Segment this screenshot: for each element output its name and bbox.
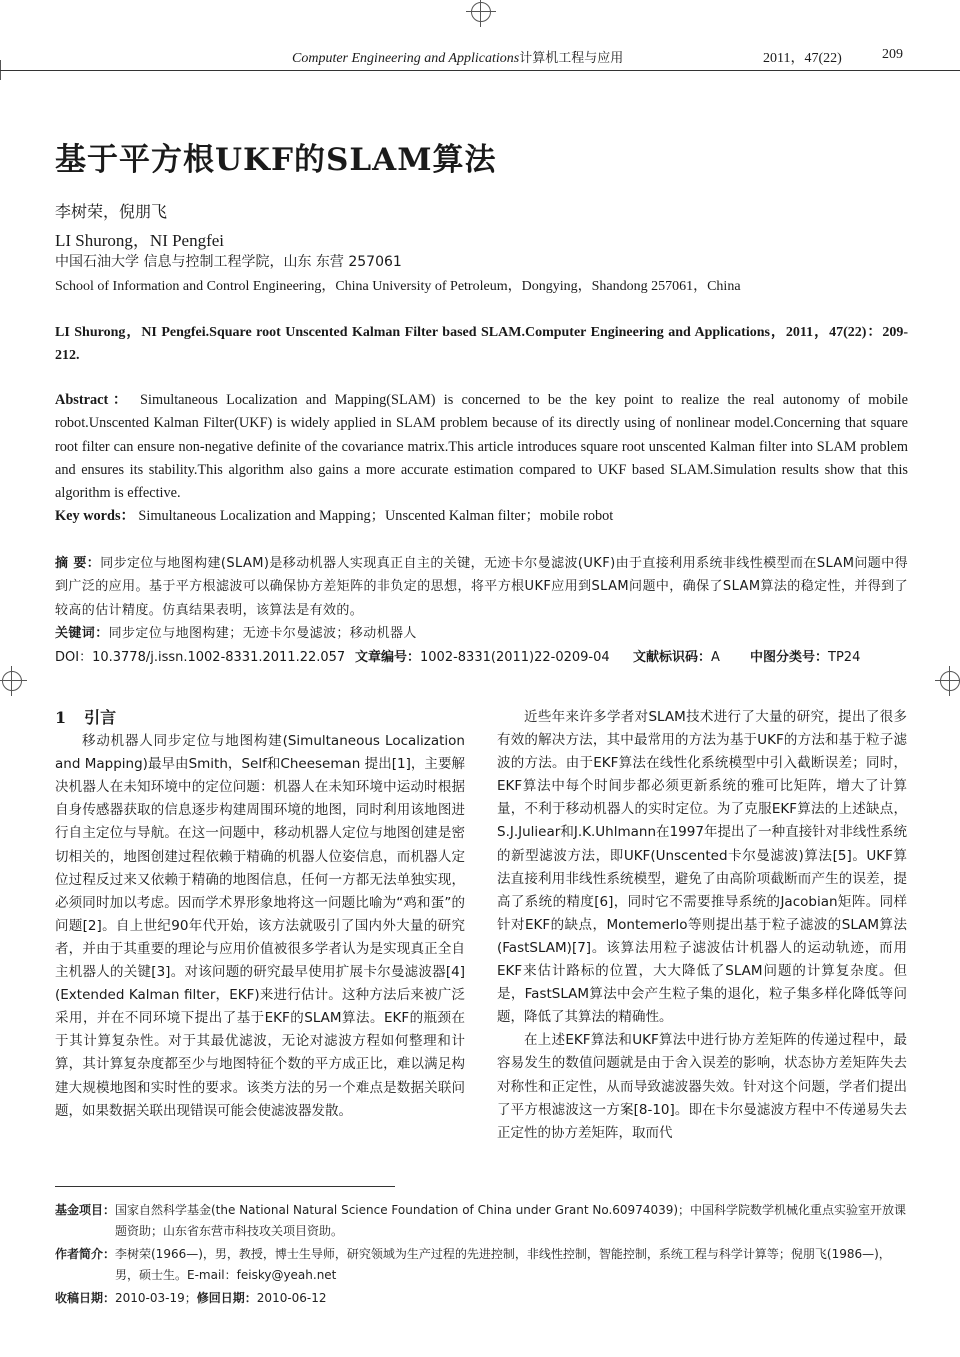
abstract-cn-text: 同步定位与地图构建(SLAM)是移动机器人实现真正自主的关键，无迹卡尔曼滤波(UKF)由于直接利用系统非线性模型而在SLAM问题中得到广泛的应用。基于平方根滤波可以确保协方差矩阵的非负定的思想，将平方根UKF应用到SLAM问题中，确保了SLAM算法的稳定性，并得到了较高的估计精度。仿真结果表明，该算法是有效的。 (55, 556, 908, 618)
body-paragraph: 移动机器人同步定位与地图构建(Simultaneous Localization and Mapping)最早由Smith，Self和Cheeseman 提出[1]，主要解决机器人在未知环境中的定位问题：机器人在未知环境中运动时根据自身传感器获取的信息逐步构建周围环境的地图，同时利用该地图进行自主定位与导航。在这一问题中，移动机器人定位与地图创建是密切相关的，地图创建过程依赖于精确的机器人位姿信息，而机器人定位过程反过来又依赖于精确的地图信息，任何一方都无法单独实现，必须同时加以考虑。因而学术界形象地将这一问题比喻为“鸡和蛋”的问题[2]。自上世纪90年代开始，该方法就吸引了国内外大量的研究者，并由于其重要的理论与应用价值被很多学者认为是实现真正全自主机器人的关键[3]。对该问题的研究最早使用扩展卡尔曼滤波器[4](Extended Kalman filter，EKF)来进行估计。这种方法后来被广泛采用，并在不同环境下提出了基于EKF的SLAM算法。EKF的瓶颈在于其计算复杂性。对于其最优滤波，无论对滤波方程如何整理和计算，其计算复杂度都至少与地图特征个数的平方成正比，难以满足构建大规模地图和实时性的要求。该类方法的另一个难点是数据关联问题，如果数据关联出现错误可能会使滤波器发散。 (55, 733, 465, 1119)
abstract-en-body (55, 389, 908, 505)
footnote-author: 作者简介： 李树荣(1966—)，男，教授，博士生导师，研究领域为生产过程的先进控制，非线性控制，智能控制，系统工程与科学计算等；倪朋飞(1986—)，男，硕士生。E-mail：feisky@yeah.net (55, 1247, 891, 1282)
abstract-cn-label: 摘 要： (55, 556, 101, 571)
classification-number: 中图分类号：TP24 (750, 650, 861, 665)
abstract-cn (55, 552, 908, 645)
citation: LI Shurong，NI Pengfei.Square root Unscented Kalman Filter based SLAM.Computer Engineering and Applications，2011，47(22)：209-212. (55, 325, 908, 363)
affiliation-en: School of Information and Control Engineering，China University of Petroleum，Dongying，Shandong 257061，China (55, 279, 741, 294)
keywords-cn-label: 关键词： (55, 625, 109, 641)
registration-mark (2, 671, 22, 691)
body-column-right (497, 706, 907, 1145)
keywords-en (55, 505, 908, 528)
volume-issue: 2011，47(22) (763, 51, 842, 66)
journal-name: Computer Engineering and Applications计算机工程与应用 (292, 51, 624, 66)
paper-title: 基于平方根UKF的SLAM算法 (55, 142, 497, 178)
footnotes (55, 1200, 908, 1309)
registration-mark (471, 2, 491, 22)
page-number: 209 (882, 47, 903, 62)
body-paragraph: 近些年来许多学者对SLAM技术进行了大量的研究，提出了很多有效的解决方法，其中最常用的方法为基于UKF的方法和基于粒子滤波的方法。由于EKF算法在线性化系统模型中引入截断误差；同时，EKF算法中每个时间步都必须更新系统的雅可比矩阵，增大了计算量，不利于移动机器人的实时定位。为了克服EKF算法的上述缺点，S.J.Juliear和J.K.Uhlmann在1997年提出了一种直接针对非线性系统的新型滤波方法，即UKF(Unscented卡尔曼滤波)算法[5]。UKF算法直接利用非线性系统模型，避免了由高阶项截断而产生的误差，提高了系统的精度[6]，同时它不需要推导系统的Jacobian矩阵。同样针对EKF的缺点，Montemerlo等则提出基于粒子滤波的SLAM算法(FastSLAM)[7]。该算法用粒子滤波估计机器人的运动轨迹，而用EKF来估计路标的位置，大大降低了SLAM问题的计算复杂度。但是，FastSLAM算法中会产生粒子集的退化，粒子集多样化降低等问题，降低了其算法的精确性。 (497, 709, 907, 1026)
affiliation-cn: 中国石油大学 信息与控制工程学院，山东 东营 257061 (55, 254, 402, 270)
keywords-en-text: Simultaneous Localization and Mapping；Unscented Kalman filter；mobile robot (138, 508, 614, 525)
keywords-cn-text: 同步定位与地图构建；无迹卡尔曼滤波；移动机器人 (108, 625, 417, 641)
article-number: 文章编号：1002-8331(2011)22-0209-04 (355, 650, 610, 665)
footnote-dates: 收稿日期：2010-03-19；修回日期：2010-06-12 (55, 1291, 327, 1305)
footnote-fund: 基金项目： 国家自然科学基金(the National Natural Science Foundation of China under Grant No.60974039)；中国科学院数学机械化重点实验室开放课题资助；山东省东营市科技攻关项目资助。 (55, 1203, 907, 1238)
authors-cn: 李树荣，倪朋飞 (55, 202, 168, 221)
section-heading: 1 引言 (55, 708, 117, 727)
abstract-en-text: Simultaneous Localization and Mapping(SLAM) is concerned to be the key point to realize the real autonomy of mobile robot.Unscented Kalman Filter(UKF) is widely applied in SLAM problem because of its directly using of nonlinear model.Concerning that square root filter can ensure non-negative definite of the covariance matrix.This article introduces square root unscented Kalman filter into SLAM problem and ensures its stability.This algorithm also gains a more accurate estimation compared to UKF based SLAM.Simulation results show that this algorithm is effective. (55, 392, 909, 502)
header-rule (0, 70, 960, 71)
keywords-en-label: Key words： (55, 508, 135, 525)
doi[interactable]: DOI：10.3778/j.issn.1002-8331.2011.22.057 (55, 650, 346, 665)
body-column-left (55, 706, 465, 1123)
body-paragraph: 在上述EKF算法和UKF算法中进行协方差矩阵的传递过程中，最容易发生的数值问题就是由于舍入误差的影响，状态协方差矩阵失去对称性和正定性，从而导致滤波器失效。针对这个问题，学者们提出了平方根滤波这一方案[8-10]。即在卡尔曼滤波方程中不传递易失去正定性的协方差矩阵，取而代 (497, 1032, 907, 1141)
authors-en: LI Shurong，NI Pengfei (55, 231, 225, 250)
abstract-en (55, 389, 908, 529)
document-code: 文献标识码：A (633, 650, 720, 665)
registration-mark (940, 671, 960, 691)
running-header (0, 47, 960, 69)
abstract-cn-body (55, 552, 908, 622)
abstract-en-label: Abstract： (55, 392, 132, 408)
keywords-cn (55, 622, 908, 645)
footnote-rule (55, 1186, 395, 1187)
